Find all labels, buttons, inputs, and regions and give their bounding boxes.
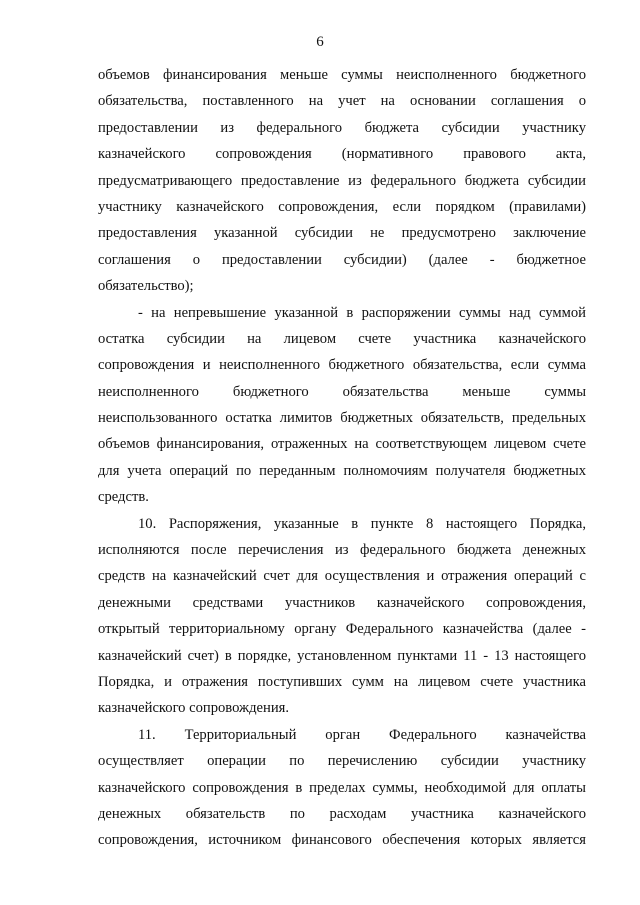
text-line: денежными средствами участников казначейского сопровождения, xyxy=(98,594,586,611)
text-line: - на непревышение указанной в распоряжении суммы над суммой xyxy=(138,304,586,321)
text-line: для учета операций по переданным полномочиям получателя бюджетных xyxy=(98,462,586,479)
text-line: казначейский счет) в порядке, установленном пунктами 11 - 13 настоящего xyxy=(98,647,586,664)
document-body xyxy=(98,62,586,854)
text-line: обязательство); xyxy=(98,278,194,295)
page-number: 6 xyxy=(316,34,324,50)
text-line: открытый территориальному органу Федерального казначейства (далее - xyxy=(98,621,586,638)
text-line: объемов финансирования, отраженных на соответствующем лицевом счете xyxy=(98,436,586,453)
text-line: денежных обязательств по расходам участника казначейского xyxy=(98,805,586,822)
text-line: объемов финансирования меньше суммы неисполненного бюджетного xyxy=(98,67,586,83)
text-line: соглашения о предоставлении субсидии) (далее - бюджетное xyxy=(98,251,586,268)
text-line: казначейского сопровождения. xyxy=(98,700,290,717)
text-line: казначейского сопровождения (нормативного правового акта, xyxy=(98,146,586,163)
text-line: осуществляет операции по перечислению субсидии участнику xyxy=(98,753,586,770)
paragraph-continuation xyxy=(98,62,586,300)
text-line: неисполненного бюджетного обязательства меньше суммы xyxy=(98,383,586,400)
text-line: обязательства, поставленного на учет на основании соглашения о xyxy=(98,93,586,110)
text-line: средств. xyxy=(98,489,149,506)
text-line: 10. Распоряжения, указанные в пункте 8 настоящего Порядка, xyxy=(138,515,586,532)
text-line: участнику казначейского сопровождения, если порядком (правилами) xyxy=(98,198,586,215)
text-line: исполняются после перечисления из федерального бюджета денежных xyxy=(98,542,586,559)
text-line: сопровождения, источником финансового обеспечения которых является xyxy=(98,832,586,849)
text-line: остатка субсидии на лицевом счете участника казначейского xyxy=(98,330,586,347)
text-line: предусматривающего предоставление из федерального бюджета субсидии xyxy=(98,172,586,189)
text-line: казначейского сопровождения в пределах суммы, необходимой для оплаты xyxy=(98,779,586,796)
text-line: предоставления указанной субсидии не предусмотрено заключение xyxy=(98,225,586,242)
text-line: Порядка, и отражения поступивших сумм на лицевом счете участника xyxy=(98,673,586,690)
paragraph-clause-10 xyxy=(98,511,586,722)
text-line: средств на казначейский счет для осуществления и отражения операций с xyxy=(98,568,586,585)
text-line: предоставлении из федерального бюджета субсидии участнику xyxy=(98,119,586,136)
text-line: сопровождения и неисполненного бюджетного обязательства, если сумма xyxy=(98,357,586,374)
paragraph-bullet-nonexcess xyxy=(98,300,586,511)
paragraph-clause-11 xyxy=(98,722,586,854)
text-line: 11. Территориальный орган Федерального казначейства xyxy=(138,726,586,743)
text-line: неиспользованного остатка лимитов бюджетных обязательств, предельных xyxy=(98,410,586,427)
